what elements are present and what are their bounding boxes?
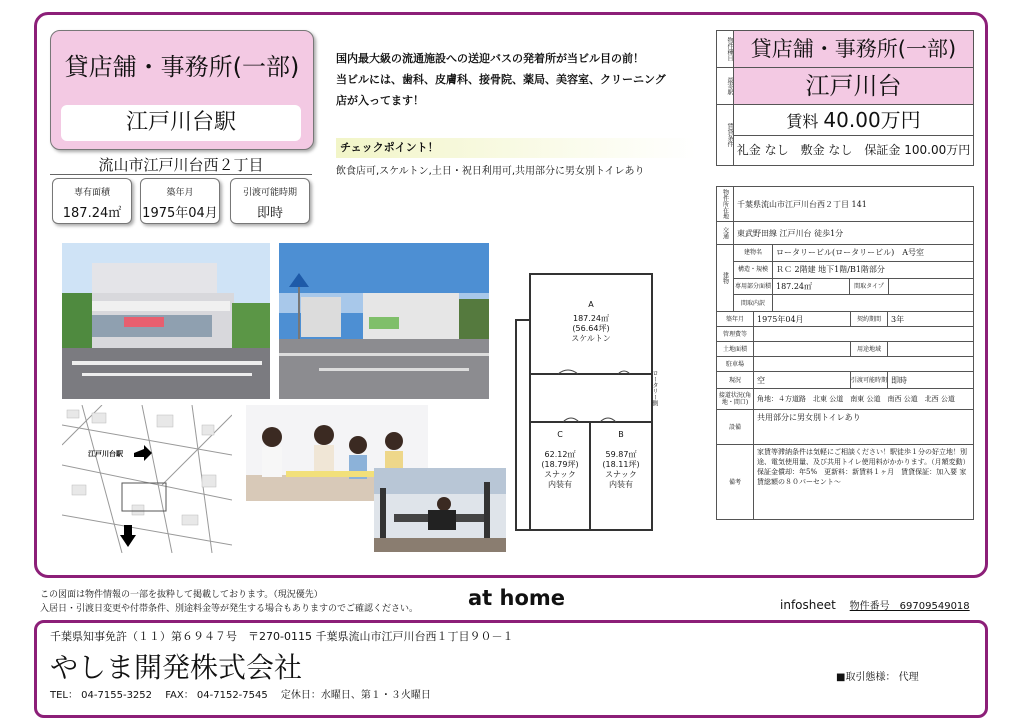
detail-header: 現況 [717, 372, 754, 388]
disclaimer-line: この図面は物件情報の一部を抜粋して掲載しております。（現況優先） [40, 590, 323, 600]
infosheet-text: infosheet [780, 598, 836, 612]
station-title: 江戸川台駅 [61, 105, 301, 141]
detail-subrow [734, 245, 973, 262]
detail-header: 築年月 [717, 312, 754, 326]
detail-header: 設備 [717, 410, 754, 444]
detail-value: ロータリービル(ロータリービル) A号室 [776, 248, 925, 258]
summary-box [716, 30, 974, 166]
detail-header: 物件所在地 [717, 187, 734, 221]
stat-label: 築年月 [166, 188, 194, 198]
rent-value: 40.00万円 [823, 108, 921, 132]
divider [50, 174, 312, 175]
property-type-title: 貸店舗・事務所(一部) [64, 53, 300, 81]
short-address: 流山市江戸川台西２丁目 [98, 156, 264, 174]
detail-header: 契約期間 [851, 312, 888, 326]
stat-value: 1975年04月 [142, 206, 218, 221]
intro-line: 店が入ってます！ [336, 94, 424, 107]
summary-station: 江戸川台 [734, 68, 973, 105]
detail-value: 共用部分に男女別トイレあり [757, 413, 861, 422]
intro-text [336, 48, 696, 111]
unit-note: スケルトン [571, 334, 611, 343]
detail-subrow [734, 279, 973, 296]
detail-subheader: 構造・規模 [734, 262, 773, 278]
intro-line: 当ビルには、歯科、皮膚科、接骨院、薬局、美容室、クリーニング [336, 73, 666, 86]
unit-b-label [590, 430, 652, 490]
detail-subrow [734, 295, 973, 311]
stat-handover [230, 178, 310, 224]
detail-header: 接道状況(角地・間口) [717, 389, 754, 409]
stat-value: 187.24㎡ [62, 206, 122, 221]
rotary-label: ロータリー側 [651, 370, 658, 406]
infosheet-label [780, 597, 970, 612]
license-line: 千葉県知事免許（１１）第６９４７号 〒270-0115 千葉県流山市江戸川台西１丁目９０－１ [50, 630, 514, 643]
unit-c-label [530, 430, 590, 490]
unit-area: 59.87㎡ [605, 450, 637, 459]
detail-row [717, 187, 973, 222]
summary-rent [734, 105, 973, 136]
unit-tsubo: (56.64坪) [572, 324, 610, 333]
detail-value: 千葉県流山市江戸川台西２丁目 141 [737, 199, 867, 209]
disclaimer-line: 入居日・引渡日変更や付帯条件、別途料金等が発生する場合もありますのでご確認ください。 [40, 604, 419, 614]
area-map [62, 405, 232, 553]
detail-row [717, 357, 973, 372]
detail-value [888, 342, 973, 356]
detail-table [716, 186, 974, 520]
detail-row-building [717, 245, 973, 312]
summary-header: 賃貸条件 [726, 122, 733, 147]
detail-header: 駐車場 [717, 357, 754, 371]
contact-line: TEL： 04-7155-3252 FAX： 04-7152-7545 定休日：水曜日、第１・３火曜日 [50, 690, 431, 701]
detail-row [717, 327, 973, 342]
unit-area: 187.24㎡ [573, 314, 609, 323]
stat-label: 専有面積 [73, 188, 110, 198]
detail-subheader: 建物名 [734, 245, 773, 261]
unit-tsubo: (18.11坪) [602, 460, 640, 469]
detail-value: 即時 [891, 375, 907, 385]
summary-deposit: 礼金 なし 敷金 なし 保証金 100.00万円 [736, 143, 971, 157]
detail-value: 空 [754, 372, 851, 388]
detail-row [717, 222, 973, 245]
summary-header: 物件種目 [717, 31, 733, 68]
unit-note: スナック [605, 470, 637, 479]
detail-value: 1975年04月 [754, 312, 851, 326]
listing-number: 物件番号 69709549018 [849, 601, 970, 612]
unit-note: 内装有 [609, 480, 633, 489]
unit-name: C [557, 430, 563, 439]
detail-value [773, 295, 973, 311]
detail-subheader: 間取タイプ [850, 279, 889, 295]
detail-value [889, 279, 973, 295]
detail-value: 東武野田線 江戸川台 徒歩1分 [737, 228, 844, 238]
floor-plan [508, 270, 658, 552]
stat-label: 引渡可能時期 [242, 188, 297, 198]
detail-header: 管理費等 [717, 327, 754, 341]
unit-area: 62.12㎡ [544, 450, 576, 459]
unit-name: A [588, 300, 594, 309]
gym-photo [374, 468, 506, 552]
transaction-type: ■取引態様： 代理 [836, 672, 919, 683]
rent-label: 賃料 [786, 112, 819, 131]
unit-tsubo: (18.79坪) [541, 460, 579, 469]
building-photo-1 [62, 243, 270, 399]
detail-value: 家賃等滞納条件は気軽にご相談ください！駅徒歩１分の好立地！別途、電気使用量、及び共用トイレ使用料がかかります。（月額変動） 保証金償却：年5% 更新料：新賃料１ヶ月 賃貸保証：加入要 家賃総額の８０パーセント～ [757, 448, 974, 486]
detail-header: 備考 [717, 445, 754, 519]
detail-header: 交通 [717, 222, 734, 244]
detail-value: 187.24㎡ [773, 279, 850, 295]
detail-header: 建物 [717, 245, 734, 311]
detail-value: ＲＣ 2階建 地下1階/B1階部分 [776, 265, 885, 275]
detail-header: 用途地域 [851, 342, 888, 356]
disclaimer [40, 588, 418, 616]
stat-area [52, 178, 132, 224]
intro-line: 国内最大級の流通施設への送迎バスの発着所が当ビル目の前！ [336, 52, 644, 65]
summary-header: 最寄駅 [717, 68, 733, 105]
detail-row [717, 312, 973, 327]
detail-row [717, 372, 973, 389]
detail-row [717, 410, 973, 445]
detail-value [754, 357, 973, 371]
detail-row [717, 389, 973, 410]
checkpoint-title: チェックポイント！ [336, 138, 696, 158]
unit-note: 内装有 [548, 480, 572, 489]
detail-header: 引渡可能時期 [851, 372, 888, 388]
detail-subheader: 専用部分面積 [734, 279, 773, 295]
stat-value: 即時 [256, 206, 283, 221]
detail-value [754, 327, 973, 341]
unit-note: スナック [544, 470, 576, 479]
detail-value: 角地：４方道路 北東 公道 南東 公道 南西 公道 北西 公道 [757, 395, 955, 403]
detail-value: 3年 [891, 314, 905, 324]
company-name: やしま開発株式会社 [50, 651, 303, 684]
checkpoint-text: 飲食店可,スケルトン,土日・祝日利用可,共用部分に男女別トイレあり [336, 166, 645, 177]
title-box [50, 30, 314, 150]
stat-built [140, 178, 220, 224]
summary-type: 貸店舗・事務所(一部) [734, 31, 973, 68]
detail-row [717, 342, 973, 357]
detail-subrow [734, 262, 973, 279]
detail-value [754, 342, 851, 356]
unit-name: B [618, 430, 624, 439]
unit-a-label [530, 300, 652, 344]
athome-logo: at home [468, 586, 566, 610]
detail-row [717, 445, 973, 519]
detail-subheader: 間取内訳 [734, 295, 773, 311]
detail-header: 土地面積 [717, 342, 754, 356]
building-photo-2 [279, 243, 489, 399]
summary-divider [717, 31, 734, 165]
map-station-label: 江戸川台駅 [88, 450, 123, 458]
